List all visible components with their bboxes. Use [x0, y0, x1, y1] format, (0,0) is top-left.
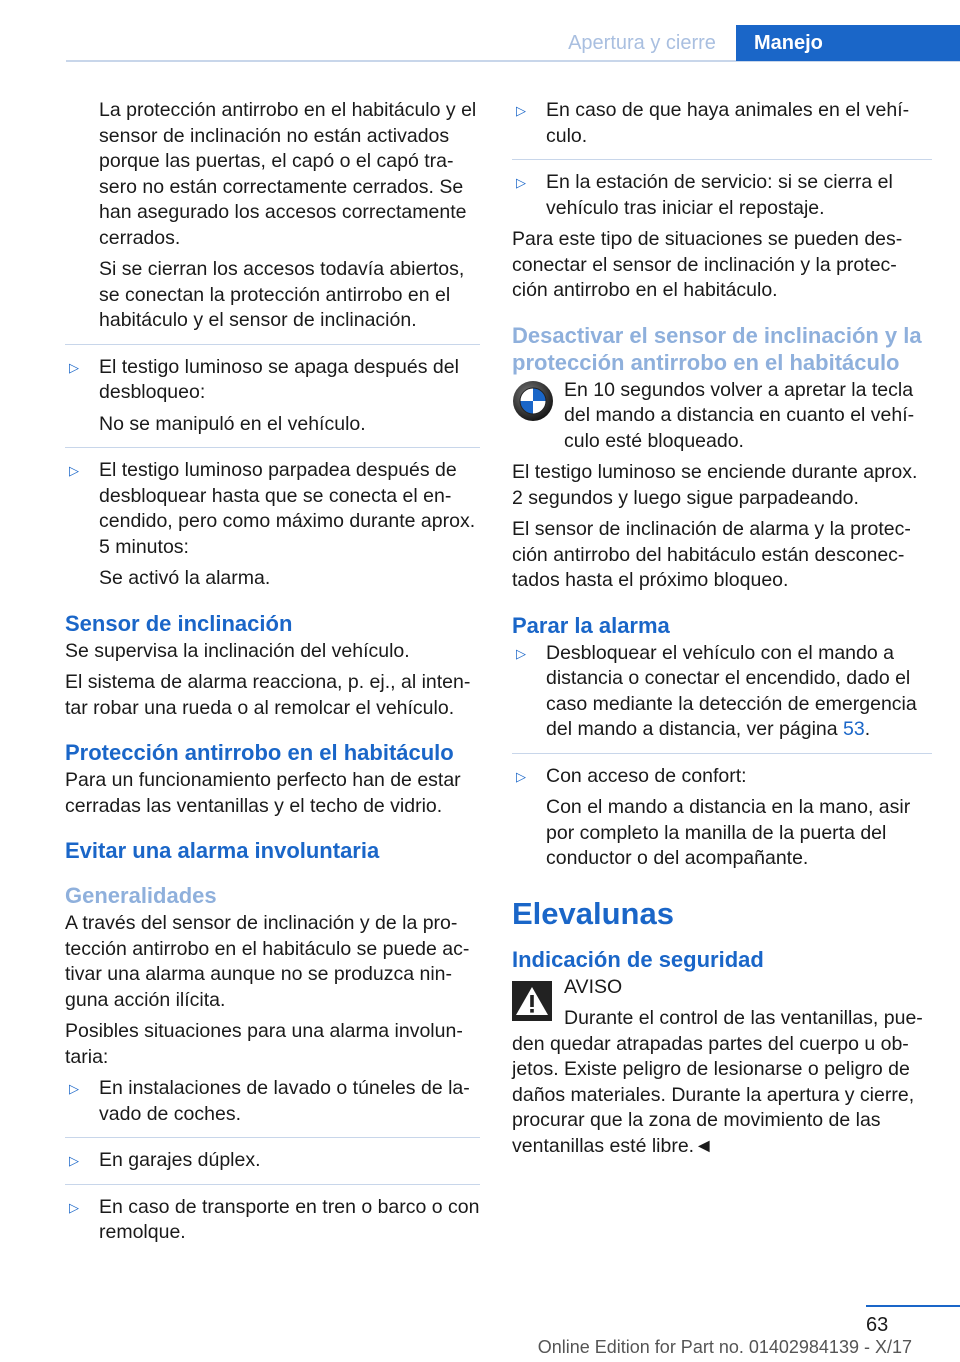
- list-item-text: En instalaciones de lavado o túneles de la-vado de coches.: [99, 1077, 470, 1125]
- paragraph: A través del sensor de inclinación y de la pro-tección antirrobo en el habitáculo se puede ac-tivar una alarma aunque no se produzca nin-guna acción ilícita.: [65, 912, 470, 1011]
- triangle-right-icon: ▷: [69, 1153, 79, 1168]
- heading-avoid-alarm: Evitar una alarma involuntaria: [65, 838, 380, 863]
- divider: [512, 753, 932, 754]
- heading-stop-alarm: Parar la alarma: [512, 612, 670, 638]
- list-item: [512, 764, 932, 872]
- paragraph: El testigo luminoso se enciende durante aprox. 2 segundos y luego sigue parpadeando.: [512, 461, 918, 509]
- list-item-text: En caso de que haya animales en el vehí-culo.: [546, 99, 910, 147]
- section-tab[interactable]: Apertura y cierre: [568, 32, 716, 54]
- list-item-text: Con acceso de confort:: [546, 764, 747, 787]
- heading-general: Generalidades: [65, 883, 217, 908]
- paragraph: En 10 segundos volver a apretar la tecla del mando a distancia en cuanto el vehí-culo esté bloqueado.: [564, 378, 915, 452]
- triangle-right-icon: ▷: [69, 1199, 79, 1215]
- divider: [512, 159, 932, 160]
- warning-block: [512, 975, 932, 1160]
- divider: [65, 344, 480, 345]
- page-link[interactable]: 53: [843, 718, 865, 740]
- triangle-right-icon: ▷: [69, 463, 79, 478]
- paragraph: Posibles situaciones para una alarma involun-taria:: [65, 1020, 463, 1068]
- list-item-text: El testigo luminoso se apaga después del desbloqueo:: [99, 355, 459, 403]
- list-item-subtext: Se activó la alarma.: [99, 567, 271, 589]
- warning-triangle-icon: [512, 981, 552, 1029]
- list-item-text-main: Desbloquear el vehículo con el mando a distancia o conectar el encendido, dado el caso mediante la detección de emergencia del mando a distancia, ver página: [546, 641, 917, 740]
- triangle-right-icon: ▷: [516, 175, 526, 190]
- heading-tilt-sensor: Sensor de inclinación: [65, 610, 293, 636]
- list-item-text: El testigo luminoso parpadea después de desbloquear hasta que se conecta el en-cendido, pero como máximo durante aprox. 5 minutos:: [99, 459, 476, 558]
- list-item-subtext: No se manipuló en el vehículo.: [99, 412, 366, 435]
- triangle-right-icon: ▷: [516, 645, 526, 661]
- warning-title: AVISO: [564, 975, 623, 998]
- right-column: [512, 98, 932, 1165]
- list-item: [65, 458, 480, 592]
- paragraph: La protección antirrobo en el habitáculo y el sensor de inclinación no están activados porque las puertas, el capó o el capó tra-sero no están correctamente cerrados. Se han asegurado los accesos correctamente cerrados.: [99, 99, 477, 249]
- triangle-right-icon: ▷: [69, 359, 79, 375]
- heading-windows: Elevalunas: [512, 895, 674, 931]
- list-item-text: Desbloquear el vehículo con el mando a distancia o conectar el encendido, dado el caso mediante la detección de emergencia del mando a distancia, ver página 53.: [546, 641, 917, 740]
- heading-interior-protection: Protección antirrobo en el habitáculo: [65, 740, 454, 765]
- list-item: [512, 170, 932, 221]
- triangle-right-icon: ▷: [516, 768, 526, 784]
- divider: [65, 447, 480, 448]
- paragraph: Para este tipo de situaciones se pueden des-conectar el sensor de inclinación y la protec-ción antirrobo en el habitáculo.: [512, 228, 903, 301]
- warning-text: Durante el control de las ventanillas, pue-den quedar atrapadas partes del cuerpo u ob-jetos. Existe peligro de lesionarse o peligro de daños materiales. Durante la apertura y cierre, procurar que la zona de movimiento de las ventanillas esté libre.◄: [512, 1007, 923, 1157]
- left-column: [65, 98, 480, 1252]
- heading-deactivate: Desactivar el sensor de inclinación y la protección antirrobo en el habitáculo: [512, 322, 922, 375]
- divider: [65, 1184, 480, 1185]
- key-instruction: [512, 378, 932, 455]
- paragraph: Se supervisa la inclinación del vehículo.: [65, 639, 410, 662]
- list-item: [65, 1148, 480, 1174]
- divider: [65, 1137, 480, 1138]
- list-item-subtext: Con el mando a distancia en la mano, asir por completo la manilla de la puerta del conductor o del acompañante.: [546, 796, 911, 869]
- paragraph: El sistema de alarma reacciona, p. ej., al inten-tar robar una rueda o al remolcar el vehículo.: [65, 671, 471, 719]
- list-item: [512, 98, 932, 149]
- paragraph: El sensor de inclinación de alarma y la protec-ción antirrobo del habitáculo están desconec-tados hasta el próximo bloqueo.: [512, 518, 911, 591]
- list-item-text: En la estación de servicio: si se cierra el vehículo tras iniciar el repostaje.: [546, 171, 893, 219]
- active-tab[interactable]: Manejo: [736, 25, 960, 61]
- list-item: [65, 1195, 480, 1246]
- bmw-logo-key-icon: [512, 380, 554, 430]
- list-item: [512, 641, 932, 743]
- triangle-right-icon: ▷: [69, 1081, 79, 1096]
- list-item-text: En caso de transporte en tren o barco o con remolque.: [99, 1195, 480, 1243]
- footer-edition: Online Edition for Part no. 01402984139 - X/17: [537, 1337, 912, 1357]
- list-item: [65, 1076, 480, 1127]
- heading-safety: Indicación de seguridad: [512, 946, 764, 972]
- paragraph: Para un funcionamiento perfecto han de estar cerradas las ventanillas y el techo de vidrio.: [65, 769, 461, 817]
- triangle-right-icon: ▷: [516, 103, 526, 118]
- paragraph: Si se cierran los accesos todavía abiertos, se conectan la protección antirrobo en el habitáculo y el sensor de inclinación.: [99, 258, 465, 331]
- footer-rule: [866, 1305, 960, 1307]
- list-item-text: En garajes dúplex.: [99, 1149, 261, 1171]
- list-item: [65, 355, 480, 438]
- page-number: 63: [866, 1314, 889, 1336]
